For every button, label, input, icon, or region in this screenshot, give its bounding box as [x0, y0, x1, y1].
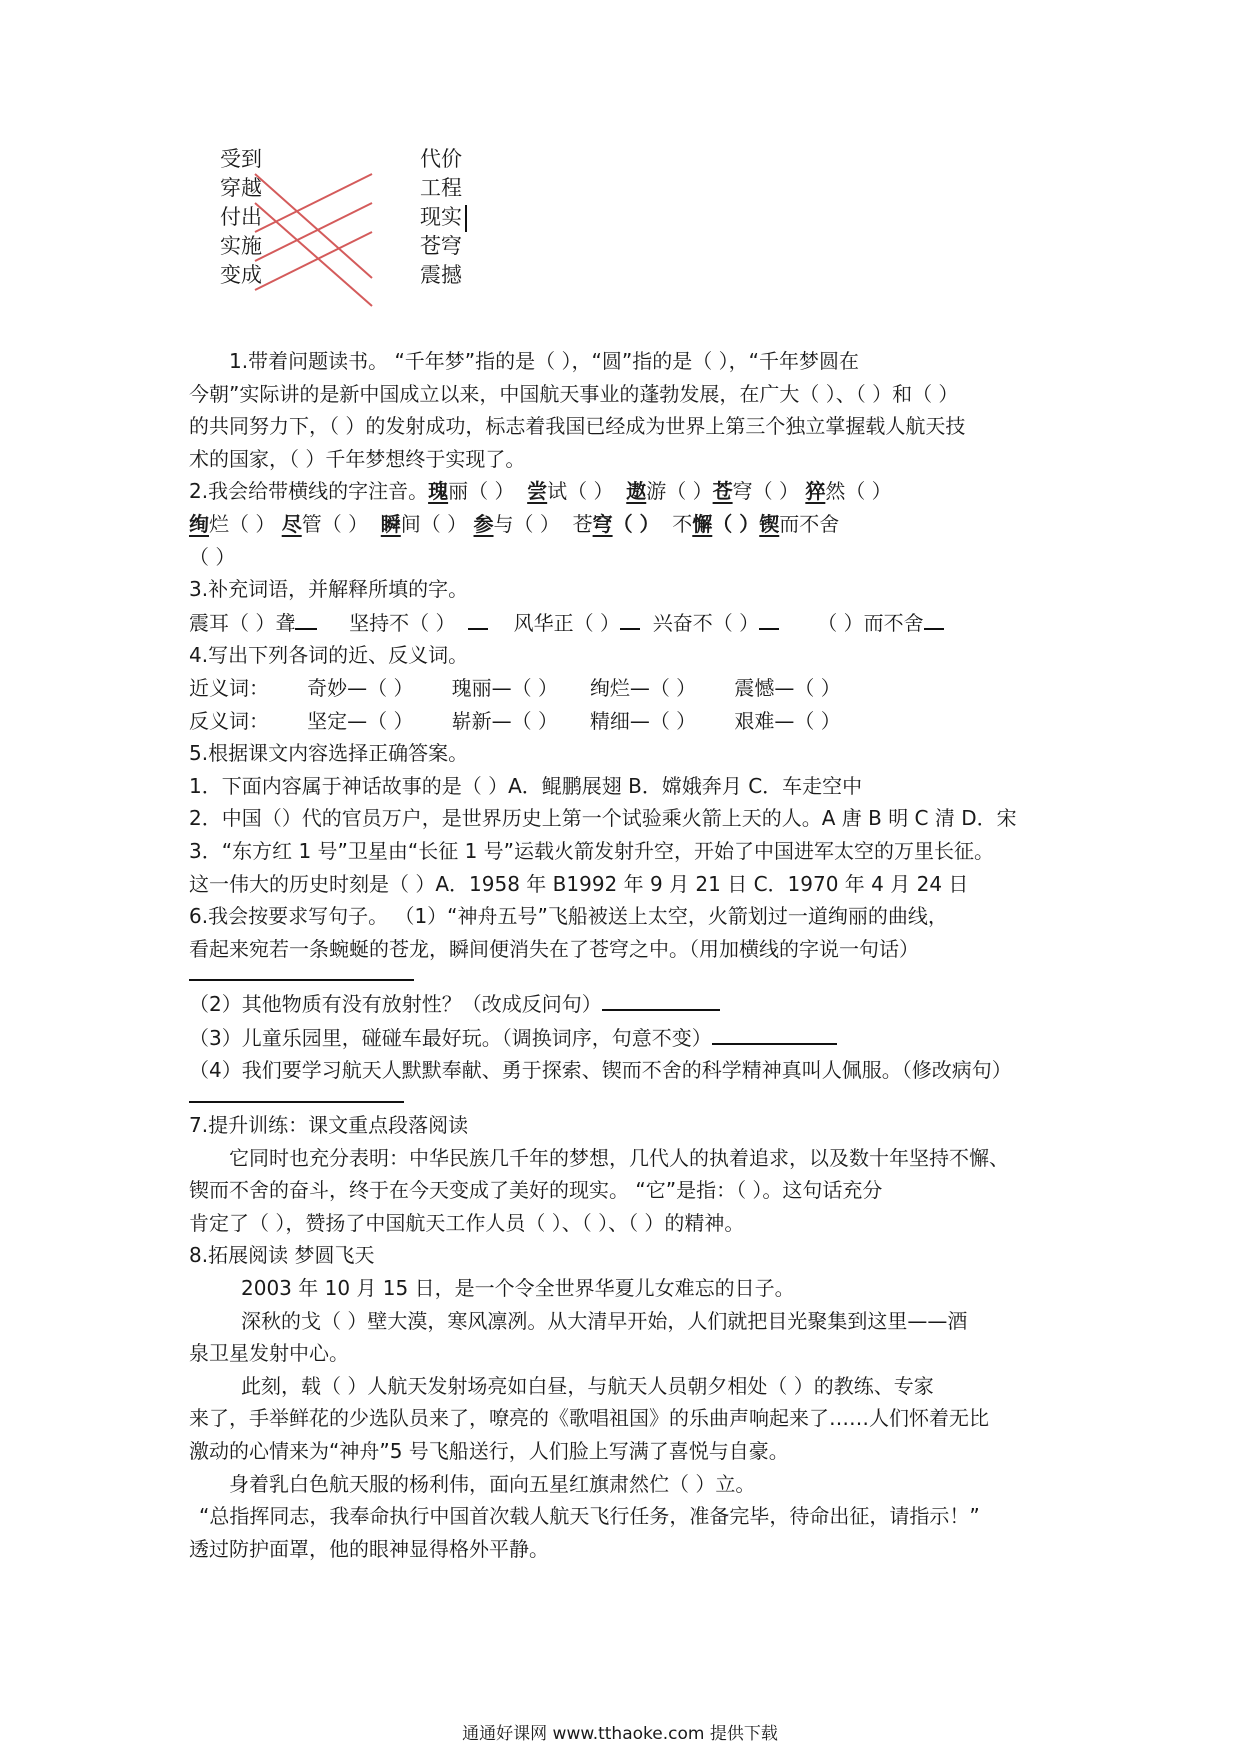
pinyin-blank: （ ）: [712, 511, 760, 536]
q3-items: [189, 606, 1059, 640]
idiom-item: 震耳（ ）聋: [189, 610, 296, 635]
pinyin-blank: 与（ ）: [493, 511, 560, 536]
synonym-item: 绚烂—（ ）: [589, 675, 697, 700]
q4-title: 4.写出下列各词的近、反义词。: [189, 643, 469, 668]
antonym-item: 精细—（ ）: [589, 708, 697, 733]
q1-line: 今朝”实际讲的是新中国成立以来，中国航天事业的蓬勃发展，在广大（ ）、（ ）和（ ）: [189, 381, 959, 406]
pinyin-blank: 穹（ ）: [732, 479, 799, 504]
q8-title: 8.拓展阅读 梦圆飞天: [189, 1243, 375, 1268]
word-matching-exercise: [220, 147, 480, 320]
pinyin-blank: 间（ ）: [400, 511, 468, 536]
q4-antonyms: [189, 705, 1059, 738]
worksheet-body: [189, 345, 1059, 1565]
match-right-word: 代价: [420, 147, 462, 171]
match-left-word: 实施: [220, 234, 262, 258]
q8-paragraph: 此刻，载（ ）人航天发射场亮如白昼，与航天人员朝夕相处（ ）的教练、专家: [241, 1373, 934, 1398]
q8-paragraph: 身着乳白色航天服的杨利伟，面向五星红旗肃然伫（ ）立。: [229, 1471, 756, 1496]
pinyin-target-char: 穹: [592, 511, 613, 536]
pinyin-blank: 管（ ）: [301, 511, 369, 536]
q8-paragraph: 泉卫星发射中心。: [189, 1341, 349, 1366]
q5-item: 这一伟大的历史时刻是（ ）A．1958 年 B1992 年 9 月 21 日 C．1970 年 4 月 24 日: [189, 871, 969, 896]
match-right-word: 苍穹: [420, 234, 462, 258]
idiom-item: （ ）而不舍: [817, 610, 924, 635]
q6-sentence-4: （4）我们要学习航天人默默奉献、勇于探索、锲而不舍的科学精神真叫人佩服。（修改病句）: [189, 1058, 1012, 1083]
q7-paragraph: 它同时也充分表明：中华民族几千年的梦想，几代人的执着追求，以及数十年坚持不懈、: [229, 1145, 1009, 1170]
q8-paragraph: “总指挥同志，我奉命执行中国首次载人航天飞行任务，准备完毕，待命出征，请指示！”: [199, 1504, 980, 1529]
pinyin-blank: （ ）: [612, 511, 660, 536]
q2-line-1: [189, 475, 1059, 508]
q2-title: 2.我会给带横线的字注音。: [189, 479, 429, 504]
pinyin-blank: 然（ ）: [825, 479, 892, 504]
synonym-item: 奇妙—（ ）: [307, 675, 414, 700]
pinyin-word-suffix: 而不舍: [779, 511, 840, 536]
pinyin-target-char: 尽: [281, 511, 302, 536]
pinyin-blank: 游（ ）: [646, 479, 713, 504]
q4-synonyms: [189, 672, 1059, 705]
answer-line: [189, 1087, 404, 1103]
q6-line: 看起来宛若一条蜿蜒的苍龙，瞬间便消失在了苍穹之中。（用加横线的字说一句话）: [189, 936, 919, 961]
pinyin-word-prefix: 苍: [572, 511, 593, 536]
answer-line: [189, 965, 414, 981]
q5-item: 3．“东方红 1 号”卫星由“长征 1 号”运载火箭发射升空，开始了中国进军太空的万里长征。: [189, 838, 995, 863]
antonym-item: 崭新—（ ）: [451, 708, 559, 733]
pinyin-target-char: 猝: [805, 479, 826, 504]
q7-paragraph: 肯定了（ ），赞扬了中国航天工作人员（ ）、（ ）、（ ）的精神。: [189, 1210, 745, 1235]
q1-line: 术的国家，（ ）千年梦想终于实现了。: [189, 446, 526, 471]
match-left-word: 付出: [220, 205, 262, 229]
answer-blank: [468, 606, 488, 630]
q8-paragraph: 透过防护面罩，他的眼神显得格外平静。: [189, 1536, 549, 1561]
antonym-label: 反义词：: [189, 708, 269, 733]
match-line: [255, 174, 372, 232]
q5-item: 1．下面内容属于神话故事的是（ ）A．鲲鹏展翅 B．嫦娥奔月 C．车走空中: [189, 773, 863, 798]
q6-prompt: （3）儿童乐园里，碰碰车最好玩。（调换词序，句意不变）: [189, 1025, 712, 1050]
q6-line: 6.我会按要求写句子。 （1）“神舟五号”飞船被送上太空，火箭划过一道绚丽的曲线，: [189, 904, 948, 929]
synonym-item: 瑰丽—（ ）: [451, 675, 559, 700]
q8-paragraph: 激动的心情来为“神舟”5 号飞船送行，人们脸上写满了喜悦与自豪。: [189, 1439, 789, 1463]
synonym-item: 震憾—（ ）: [734, 675, 841, 700]
q8-paragraph: 来了，手举鲜花的少选队员来了，嘹亮的《歌唱祖国》的乐曲声响起来了……人们怀着无比: [189, 1406, 989, 1431]
answer-blank: [620, 606, 640, 630]
answer-blank: [602, 987, 720, 1011]
answer-blank: [295, 606, 317, 630]
page-footer: 通通好课网 www.tthaoke.com 提供下载: [462, 1724, 778, 1744]
match-line: [255, 174, 372, 278]
pinyin-target-char: 瑰: [428, 479, 449, 504]
pinyin-target-char: 参: [473, 511, 494, 536]
synonym-label: 近义词：: [189, 675, 269, 700]
antonym-item: 艰难—（ ）: [734, 708, 841, 733]
idiom-item: 风华正（ ）: [513, 610, 621, 635]
q1-line: 的共同努力下，（ ）的发射成功，标志着我国已经成为世界上第三个独立掌握载人航天技: [189, 414, 966, 439]
q8-paragraph: 深秋的戈（ ）壁大漠，寒风凛冽。从大清早开始，人们就把目光聚集到这里——酒: [241, 1308, 968, 1333]
q2-line-2: [189, 508, 1059, 541]
pinyin-target-char: 苍: [712, 479, 733, 504]
pinyin-blank: 试（ ）: [547, 479, 614, 504]
q8-paragraph: 2003 年 10 月 15 日，是一个令全世界华夏儿女难忘的日子。: [241, 1276, 795, 1301]
match-left-word: 受到: [220, 147, 262, 171]
q3-title: 3.补充词语，并解释所填的字。: [189, 577, 469, 602]
q5-title: 5.根据课文内容选择正确答案。: [189, 741, 469, 766]
q5-item: 2．中国（）代的官员万户，是世界历史上第一个试验乘火箭上天的人。A 唐 B 明 C 清 D．宋: [189, 806, 1017, 831]
q6-prompt: （2）其他物质有没有放射性？（改成反问句）: [189, 992, 602, 1017]
idiom-item: 坚持不（ ）: [349, 610, 456, 635]
pinyin-word-prefix: 不: [672, 511, 693, 536]
q6-sentence-3: [189, 1021, 1059, 1055]
match-line: [255, 203, 372, 306]
match-right-word: 工程: [420, 176, 462, 200]
pinyin-target-char: 懈: [692, 511, 713, 536]
pinyin-target-char: 遨: [626, 479, 647, 504]
idiom-item: 兴奋不（ ）: [652, 610, 760, 635]
match-right-word: 现实: [420, 205, 462, 229]
q7-title: 7.提升训练：课文重点段落阅读: [189, 1113, 469, 1138]
answer-blank: [924, 606, 944, 630]
match-left-word: 穿越: [220, 176, 262, 200]
match-right-word: 震撼: [420, 263, 462, 287]
pinyin-target-char: 瞬: [380, 511, 401, 536]
match-line: [255, 203, 372, 261]
antonym-item: 坚定—（ ）: [307, 708, 414, 733]
pinyin-target-char: 绚: [189, 511, 209, 536]
q2-line-3: （ ）: [189, 544, 236, 569]
q6-sentence-2: [189, 987, 1059, 1021]
pinyin-target-char: 尝: [527, 479, 548, 504]
match-left-word: 变成: [220, 263, 262, 287]
q1-line: 1.带着问题读书。 “千年梦”指的是（ ），“圆”指的是（ ），“千年梦圆在: [229, 349, 859, 373]
answer-blank: [712, 1021, 837, 1045]
pinyin-blank: 烂（ ）: [209, 511, 276, 536]
pinyin-blank: 丽（ ）: [448, 479, 515, 504]
answer-blank: [759, 606, 779, 630]
match-line: [255, 232, 372, 290]
pinyin-target-char: 锲: [759, 511, 780, 536]
q7-paragraph: 锲而不舍的奋斗，终于在今天变成了美好的现实。 “它”是指：（ ）。这句话充分: [189, 1178, 883, 1203]
